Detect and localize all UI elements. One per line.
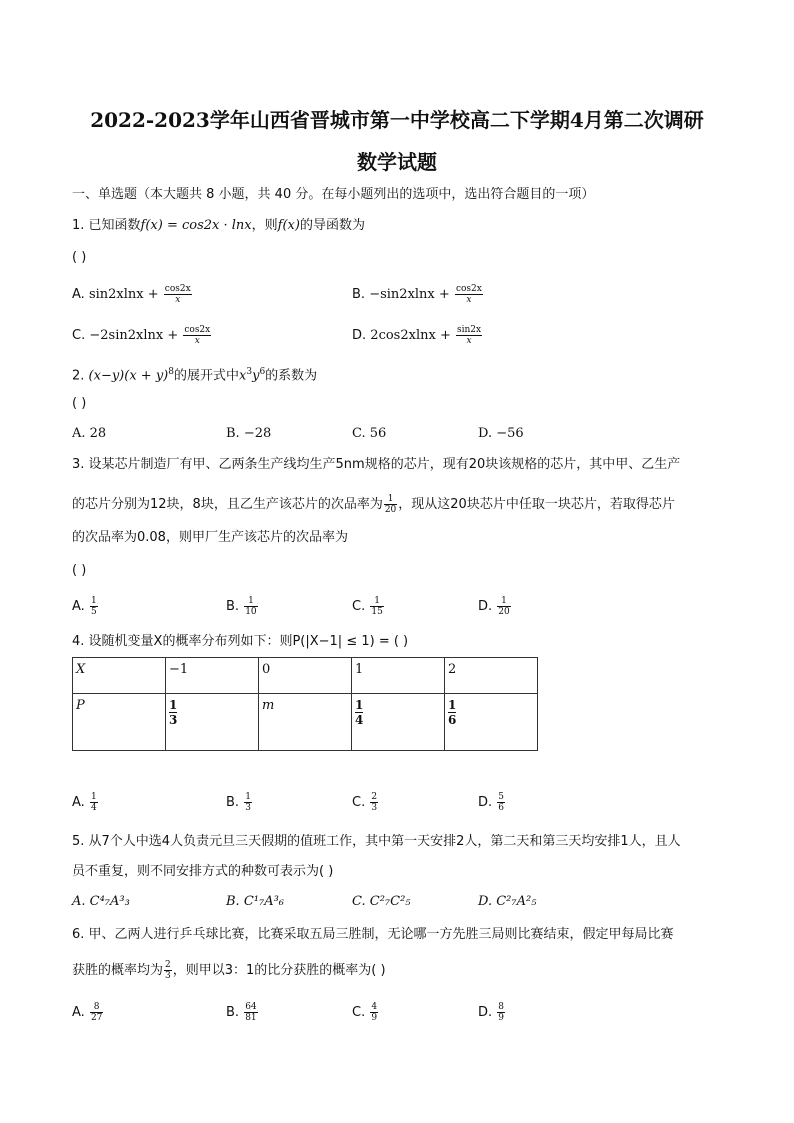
q2-term-x-exp: 3 <box>246 367 253 377</box>
q1-paren: ( ) <box>72 250 87 265</box>
option-fraction: $\frac{64}{81}$ <box>245 1002 257 1023</box>
option-fraction: $\frac{1}{15}$ <box>371 596 383 617</box>
q2-stem <box>72 362 317 386</box>
table-cell: m <box>259 694 352 751</box>
table-row <box>73 694 538 751</box>
option-fraction: $\frac{1}{5}$ <box>90 596 97 617</box>
table-cell <box>352 694 445 751</box>
option-fraction: $\frac{1}{10}$ <box>245 596 257 617</box>
option-label: D. <box>352 328 367 343</box>
option-fraction: $\frac{2}{3}$ <box>371 792 378 813</box>
q3-option-a[interactable] <box>72 596 99 617</box>
q1-stem <box>72 216 365 236</box>
q5-line1: 5. 从7个人中选4人负责元旦三天假期的值班工作，其中第一天安排2人，第二天和第三天均安排1人，且人 <box>72 834 681 849</box>
q2-term-y: y <box>252 368 260 384</box>
q2-expression: (x−y)(x + y) <box>88 368 169 384</box>
q5-line2: 员不重复，则不同安排方式的种数可表示为( ) <box>72 864 334 879</box>
q4-stem: 4. 设随机变量X的概率分布列如下：则P(|X−1| ≤ 1) = ( ) <box>72 634 409 649</box>
q6-line2-b: ，则甲以3：1的比分获胜的概率为( ) <box>172 963 386 978</box>
option-fraction: $\frac{\cos 2x}{x}$ <box>184 325 211 346</box>
q1-option-b[interactable] <box>352 284 484 305</box>
option-fraction: $\frac{1}{4}$ <box>90 792 97 813</box>
q3-line3: 的次品率为0.08，则甲厂生产该芯片的次品率为 <box>72 530 348 545</box>
q6-line2 <box>72 960 386 981</box>
q3-option-d[interactable] <box>478 596 512 617</box>
q3-line2 <box>72 494 675 515</box>
option-fraction: $\frac{8}{9}$ <box>498 1002 505 1023</box>
option-label: C. <box>352 795 366 810</box>
q6-option-a[interactable] <box>72 1002 104 1023</box>
q3-option-b[interactable] <box>226 596 259 617</box>
q5-option-b[interactable]: B. C¹₇A³₆ <box>226 894 284 909</box>
q6-line1: 6. 甲、乙两人进行乒乓球比赛，比赛采取五局三胜制，无论哪一方先胜三局则比赛结束，假定甲每局比赛 <box>72 927 674 942</box>
option-expr: −sin2xlnx + <box>369 287 450 302</box>
q6-line2-a: 获胜的概率均为 <box>72 963 164 978</box>
table-cell: P <box>73 694 166 751</box>
table-cell <box>445 694 538 751</box>
option-fraction: $\frac{\cos 2x}{x}$ <box>164 284 191 305</box>
q2-text-c: 的系数为 <box>265 368 318 384</box>
option-label: A. <box>72 599 85 614</box>
q1-text-a: 1. 已知函数 <box>72 218 141 233</box>
table-row <box>73 658 538 694</box>
q2-exponent: 8 <box>168 367 174 377</box>
q6-fraction: $\frac{2}{3}$ <box>165 960 171 981</box>
option-label: C. <box>72 328 86 343</box>
option-label: B. <box>352 287 366 302</box>
option-label: B. <box>226 795 240 810</box>
q3-line1: 3. 设某芯片制造厂有甲、乙两条生产线均生产5nm规格的芯片，现有20块该规格的芯片，其中甲、乙生产 <box>72 457 681 472</box>
q5-option-a[interactable]: A. C⁴₇A³₃ <box>72 894 130 909</box>
option-fraction: $\frac{1}{20}$ <box>498 596 510 617</box>
q5-option-c[interactable]: C. C²₇C²₅ <box>352 894 411 909</box>
section-heading: 一、单选题（本大题共 8 小题，共 40 分。在每小题列出的选项中，选出符合题目的一项） <box>72 187 595 202</box>
option-fraction: $\frac{1}{3}$ <box>245 792 251 813</box>
option-expr: −2sin2xlnx + <box>89 328 179 343</box>
table-cell: 2 <box>445 658 538 694</box>
q5-option-d[interactable]: D. C²₇A²₅ <box>478 894 537 909</box>
q6-option-d[interactable] <box>478 1002 506 1023</box>
q3-line2-a: 的芯片分别为12块，8块，且乙生产该芯片的次品率为 <box>72 497 383 512</box>
q1-text-b: ，则 <box>251 218 278 233</box>
doc-title-line1: 2022-2023学年山西省晋城市第一中学校高二下学期4月第二次调研 <box>90 108 704 132</box>
q2-text-a: 2. <box>72 368 85 384</box>
option-label: B. <box>226 599 240 614</box>
doc-title-line2: 数学试题 <box>357 150 437 174</box>
cell-fraction: $\frac{1}{3}$ <box>169 698 178 727</box>
option-label: C. <box>352 1005 366 1020</box>
q2-paren: ( ) <box>72 396 87 411</box>
q3-option-c[interactable] <box>352 596 385 617</box>
option-fraction: $\frac{5}{6}$ <box>498 792 505 813</box>
table-cell: 0 <box>259 658 352 694</box>
option-label: D. <box>478 795 493 810</box>
option-expr: 2cos2xlnx + <box>370 328 451 343</box>
q3-fraction: $\frac{1}{20}$ <box>384 494 397 515</box>
option-expr: sin2xlnx + <box>88 287 159 302</box>
q4-option-b[interactable] <box>226 792 253 813</box>
q3-paren: ( ) <box>72 563 87 578</box>
q1-function: f(x) = cos2x · lnx <box>140 218 252 233</box>
q2-option-b[interactable]: B. −28 <box>226 426 272 441</box>
table-cell: −1 <box>166 658 259 694</box>
table-cell: X <box>73 658 166 694</box>
option-fraction: $\frac{\cos 2x}{x}$ <box>455 284 482 305</box>
q1-function-ref: f(x) <box>277 218 300 233</box>
q2-text-b: 的展开式中 <box>173 368 239 384</box>
option-label: D. <box>478 1005 493 1020</box>
q1-option-a[interactable] <box>72 284 193 305</box>
option-label: A. <box>72 1005 85 1020</box>
cell-fraction: $\frac{1}{4}$ <box>355 698 364 727</box>
q2-term-y-exp: 6 <box>259 367 266 377</box>
option-label: A. <box>72 795 85 810</box>
q1-option-c[interactable] <box>72 325 212 346</box>
q4-option-c[interactable] <box>352 792 379 813</box>
option-fraction: $\frac{\sin 2x}{x}$ <box>456 325 482 346</box>
distribution-table <box>72 657 538 751</box>
q6-option-c[interactable] <box>352 1002 379 1023</box>
option-fraction: $\frac{8}{27}$ <box>90 1002 103 1023</box>
q2-option-d[interactable]: D. −56 <box>478 426 524 441</box>
option-label: D. <box>478 599 493 614</box>
option-label: A. <box>72 287 85 302</box>
q4-option-d[interactable] <box>478 792 506 813</box>
q1-text-c: 的导函数为 <box>299 218 365 233</box>
q2-option-a[interactable]: A. 28 <box>72 426 107 441</box>
q4-option-a[interactable] <box>72 792 99 813</box>
q2-option-c[interactable]: C. 56 <box>352 426 387 441</box>
q3-line2-b: ，现从这20块芯片中任取一块芯片，若取得芯片 <box>398 497 675 512</box>
option-fraction: $\frac{4}{9}$ <box>371 1002 378 1023</box>
option-label: C. <box>352 599 366 614</box>
q2-term-x: x <box>239 368 247 384</box>
option-label: B. <box>226 1005 240 1020</box>
q1-option-d[interactable] <box>352 325 483 346</box>
q6-option-b[interactable] <box>226 1002 259 1023</box>
table-cell <box>166 694 259 751</box>
table-cell: 1 <box>352 658 445 694</box>
cell-fraction: $\frac{1}{6}$ <box>448 698 457 727</box>
